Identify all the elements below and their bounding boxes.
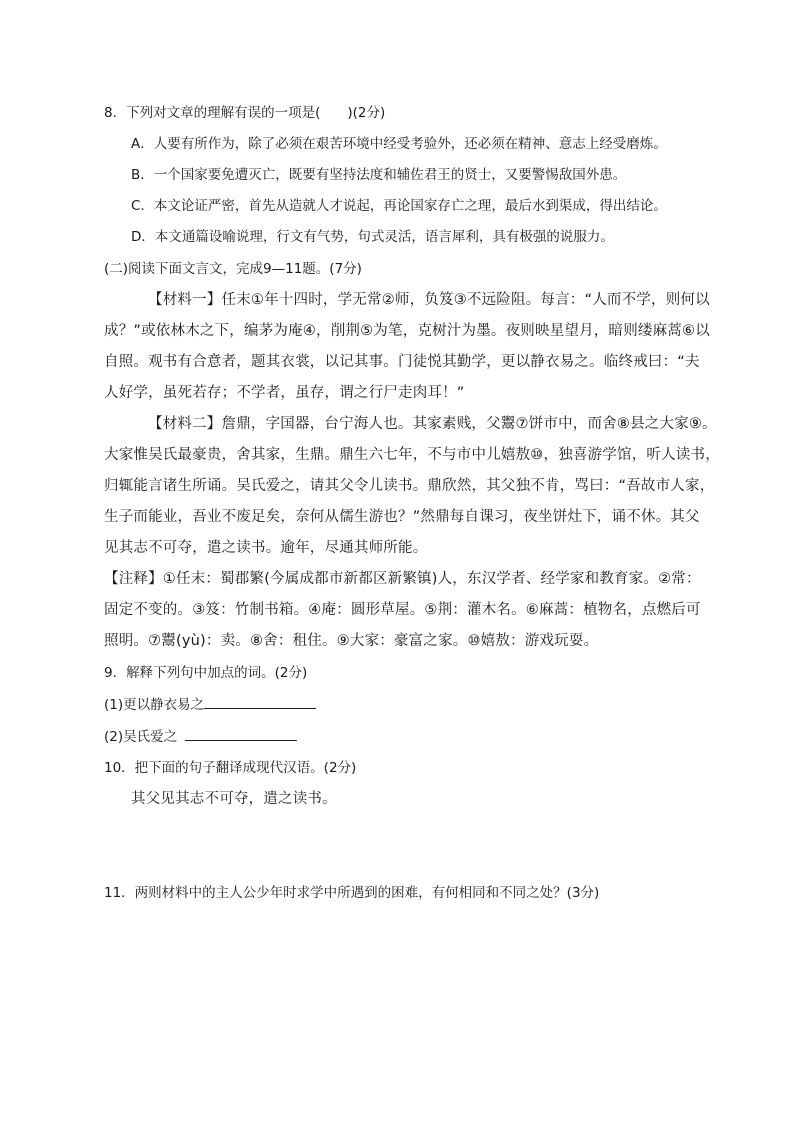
material-2-line: 大家惟吴氏最豪贵，舍其家，生鼎。鼎生六七年，不与市中儿嬉敖⑩，独喜游学馆，听人读书， bbox=[104, 447, 720, 463]
question-9-item-2-text: (2)吴氏爱之 bbox=[104, 729, 178, 745]
question-8-option-d: D．本文通篇设喻说理，行文有气势，句式灵活，语言犀利，具有极强的说服力。 bbox=[131, 229, 614, 245]
section-2-heading: (二)阅读下面文言文，完成9—11题。(7分) bbox=[104, 261, 362, 277]
answer-blank-9-1[interactable] bbox=[204, 694, 316, 709]
annotation-line: 照明。⑦鬻(yù)：卖。⑧舍：租住。⑨大家：豪富之家。⑩嬉敖：游戏玩耍。 bbox=[104, 633, 599, 649]
question-11-stem: 11．两则材料中的主人公少年时求学中所遇到的困难，有何相同和不同之处？(3分) bbox=[104, 885, 600, 901]
question-9-item-1-text: (1)更以静衣易之 bbox=[104, 697, 205, 713]
question-9-item-2 bbox=[104, 726, 297, 747]
question-10-sentence: 其父见其志不可夺，遣之读书。 bbox=[131, 791, 337, 807]
annotation-line: 固定不变的。③笈：竹制书箱。④庵：圆形草屋。⑤荆：灌木名。⑥麻蒿：植物名，点燃后可 bbox=[104, 602, 701, 618]
material-1-line: 成？”或依林木之下，编茅为庵④，削荆⑤为笔，克树汁为墨。夜则映星望月，暗则缕麻蒿⑥以 bbox=[104, 323, 710, 339]
material-1-line: 自照。观书有合意者，题其衣裳，以记其事。门徒悦其勤学，更以静衣易之。临终戒曰：“夫 bbox=[104, 354, 700, 370]
material-2-line: 见其志不可夺，遣之读书。逾年，尽通其师所能。 bbox=[104, 540, 428, 556]
material-2-line: 【材料二】詹鼎，字国器，台宁海人也。其家素贱，父鬻⑦饼市中，而舍⑧县之大家⑨。 bbox=[148, 416, 717, 432]
question-8-stem: 8．下列对文章的理解有误的一项是( )(2分) bbox=[104, 105, 386, 121]
question-8-option-a: A．人要有所作为，除了必须在艰苦环境中经受考验外，还必须在精神、意志上经受磨炼。 bbox=[131, 136, 667, 152]
material-1-line: 人好学，虽死若存；不学者，虽存，谓之行尸走肉耳！” bbox=[104, 385, 465, 401]
question-9-stem: 9．解释下列句中加点的词。(2分) bbox=[104, 665, 308, 681]
annotation-line: 【注释】①任末：蜀郡繁(今属成都市新都区新繁镇)人，东汉学者、经学家和教育家。②常： bbox=[104, 571, 701, 587]
material-1-line: 【材料一】任末①年十四时，学无常②师，负笈③不远险阻。每言：“人而不学，则何以 bbox=[148, 292, 710, 308]
question-8-option-b: B．一个国家要免遭灭亡，既要有坚持法度和辅佐君王的贤士，又要警惕敌国外患。 bbox=[131, 167, 627, 183]
question-8-option-c: C．本文论证严密，首先从造就人才说起，再论国家存亡之理，最后水到渠成，得出结论。 bbox=[131, 198, 667, 214]
material-2-line: 生子而能业，吾业不废足矣，奈何从儒生游也？”然鼎每自课习，夜坐饼灶下，诵不休。其父 bbox=[104, 509, 700, 525]
question-10-stem: 10．把下面的句子翻译成现代汉语。(2分) bbox=[104, 760, 357, 776]
material-2-line: 归辄能言诸生所诵。吴氏爱之，请其父令儿读书。鼎欣然，其父独不肯，骂曰：“吾故市人家， bbox=[104, 478, 715, 494]
question-9-item-1 bbox=[104, 694, 316, 715]
answer-blank-9-2[interactable] bbox=[185, 726, 297, 741]
